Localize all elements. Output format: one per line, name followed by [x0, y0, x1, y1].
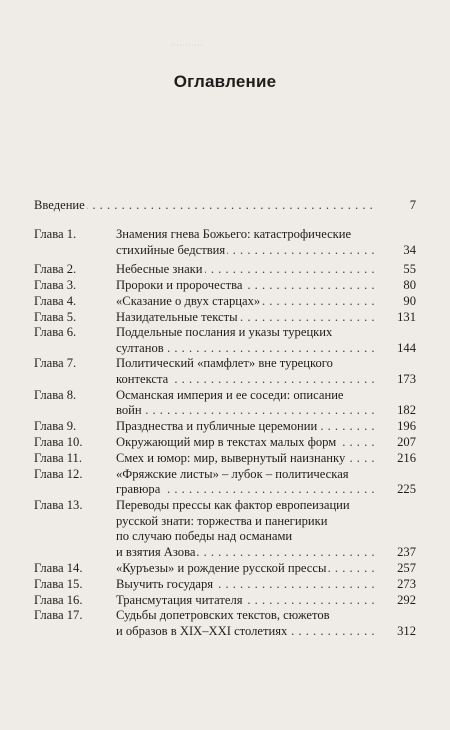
chapter-title-line: Политический «памфлет» вне турецкого [116, 356, 333, 370]
page-number: 196 [380, 419, 416, 434]
chapter-number: Глава 4. [34, 293, 77, 308]
chapter-number: Глава 6. [34, 325, 77, 339]
page-number: 131 [380, 310, 416, 325]
page-number: 312 [380, 624, 416, 639]
chapter-title-line: Трансмутация читателя 292 . . . [116, 593, 416, 608]
chapter-number: Глава 5. [34, 309, 77, 324]
chapter-title-line: Переводы прессы как фактор европеизации [116, 498, 350, 512]
page-number: 273 [380, 577, 416, 592]
page-number: 216 [380, 451, 416, 466]
chapter-title-line: Османская империя и ее соседи: описание [116, 387, 344, 402]
chapter-number: Глава 13. [34, 498, 83, 512]
chapter-title-line: Смех и юмор: мир, вывернутый наизнанку 216 . . . [116, 451, 416, 466]
chapter-title-line: султанов 144 . . . [116, 341, 416, 356]
chapter-title-line: и образов в XIX–XXI столетиях 312 . . . [116, 624, 416, 639]
page-number: 7 [380, 198, 416, 213]
page-number: 237 [380, 545, 416, 560]
page-number: 207 [380, 435, 416, 450]
chapter-title-line: стихийные бедствия 34 . . . [116, 243, 416, 258]
page-number: 144 [380, 341, 416, 356]
chapter-title-line: «Сказание о двух старцах» 90 . . . [116, 294, 416, 309]
chapter-number: Глава 17. [34, 608, 83, 622]
chapter-title-line: гравюра 225 . . . [116, 482, 416, 497]
chapter-title-line: русской знати: торжества и панегирики [116, 513, 328, 528]
page-number: 225 [380, 482, 416, 497]
show-through-header: ··········· [170, 40, 203, 50]
chapter-number: Глава 1. [34, 227, 77, 241]
page-number: 292 [380, 593, 416, 608]
page-title: Оглавление [173, 72, 277, 91]
chapter-number: Глава 8. [34, 387, 77, 402]
chapter-title-line: Назидательные тексты 131 . . . [116, 310, 416, 325]
chapter-number: Глава 10. [34, 434, 83, 449]
page-number: 257 [380, 561, 416, 576]
chapter-title-line: Празднества и публичные церемонии 196 . . . [116, 419, 416, 434]
page-number: 173 [380, 372, 416, 387]
chapter-title-line: Судьбы допетровских текстов, сюжетов [116, 608, 330, 622]
chapter-title-line: войн 182 . . . [116, 403, 416, 418]
chapter-title-line: Введение 7 . . . [34, 198, 416, 213]
chapter-number: Глава 15. [34, 577, 83, 591]
chapter-number: Глава 14. [34, 560, 83, 575]
page-number: 80 [380, 278, 416, 293]
chapter-title-line: Поддельные послания и указы турецких [116, 325, 333, 339]
chapter-number: Глава 11. [34, 450, 83, 465]
chapter-title-line: Пророки и пророчества 80 . . . [116, 278, 416, 293]
chapter-number: Глава 16. [34, 592, 83, 607]
chapter-title-line: Окружающий мир в текстах малых форм 207 . . . [116, 435, 416, 450]
chapter-number: Глава 7. [34, 356, 77, 370]
chapter-number: Глава 2. [34, 261, 77, 276]
chapter-number: Глава 12. [34, 466, 83, 481]
chapter-title-line: «Куръезы» и рождение русской прессы 257 . . . [116, 561, 416, 576]
chapter-number: Глава 9. [34, 418, 77, 433]
chapter-title-line: и взятия Азова 237 . . . [116, 545, 416, 560]
chapter-title-line: по случаю победы над османами [116, 529, 293, 544]
page-number: 182 [380, 403, 416, 418]
chapter-number: Глава 3. [34, 278, 77, 292]
chapter-title-line: «Фряжские листы» – лубок – политическая [116, 466, 349, 481]
chapter-title-line: контекста 173 . . . [116, 372, 416, 387]
chapter-title-line: Знамения гнева Божьего: катастрофические [116, 227, 352, 241]
chapter-title-line: Выучить государя 273 . . . [116, 577, 416, 592]
page-number: 34 [380, 243, 416, 258]
chapter-title-line: Небесные знаки 55 . . . [116, 262, 416, 277]
page-number: 55 [380, 262, 416, 277]
page-number: 90 [380, 294, 416, 309]
